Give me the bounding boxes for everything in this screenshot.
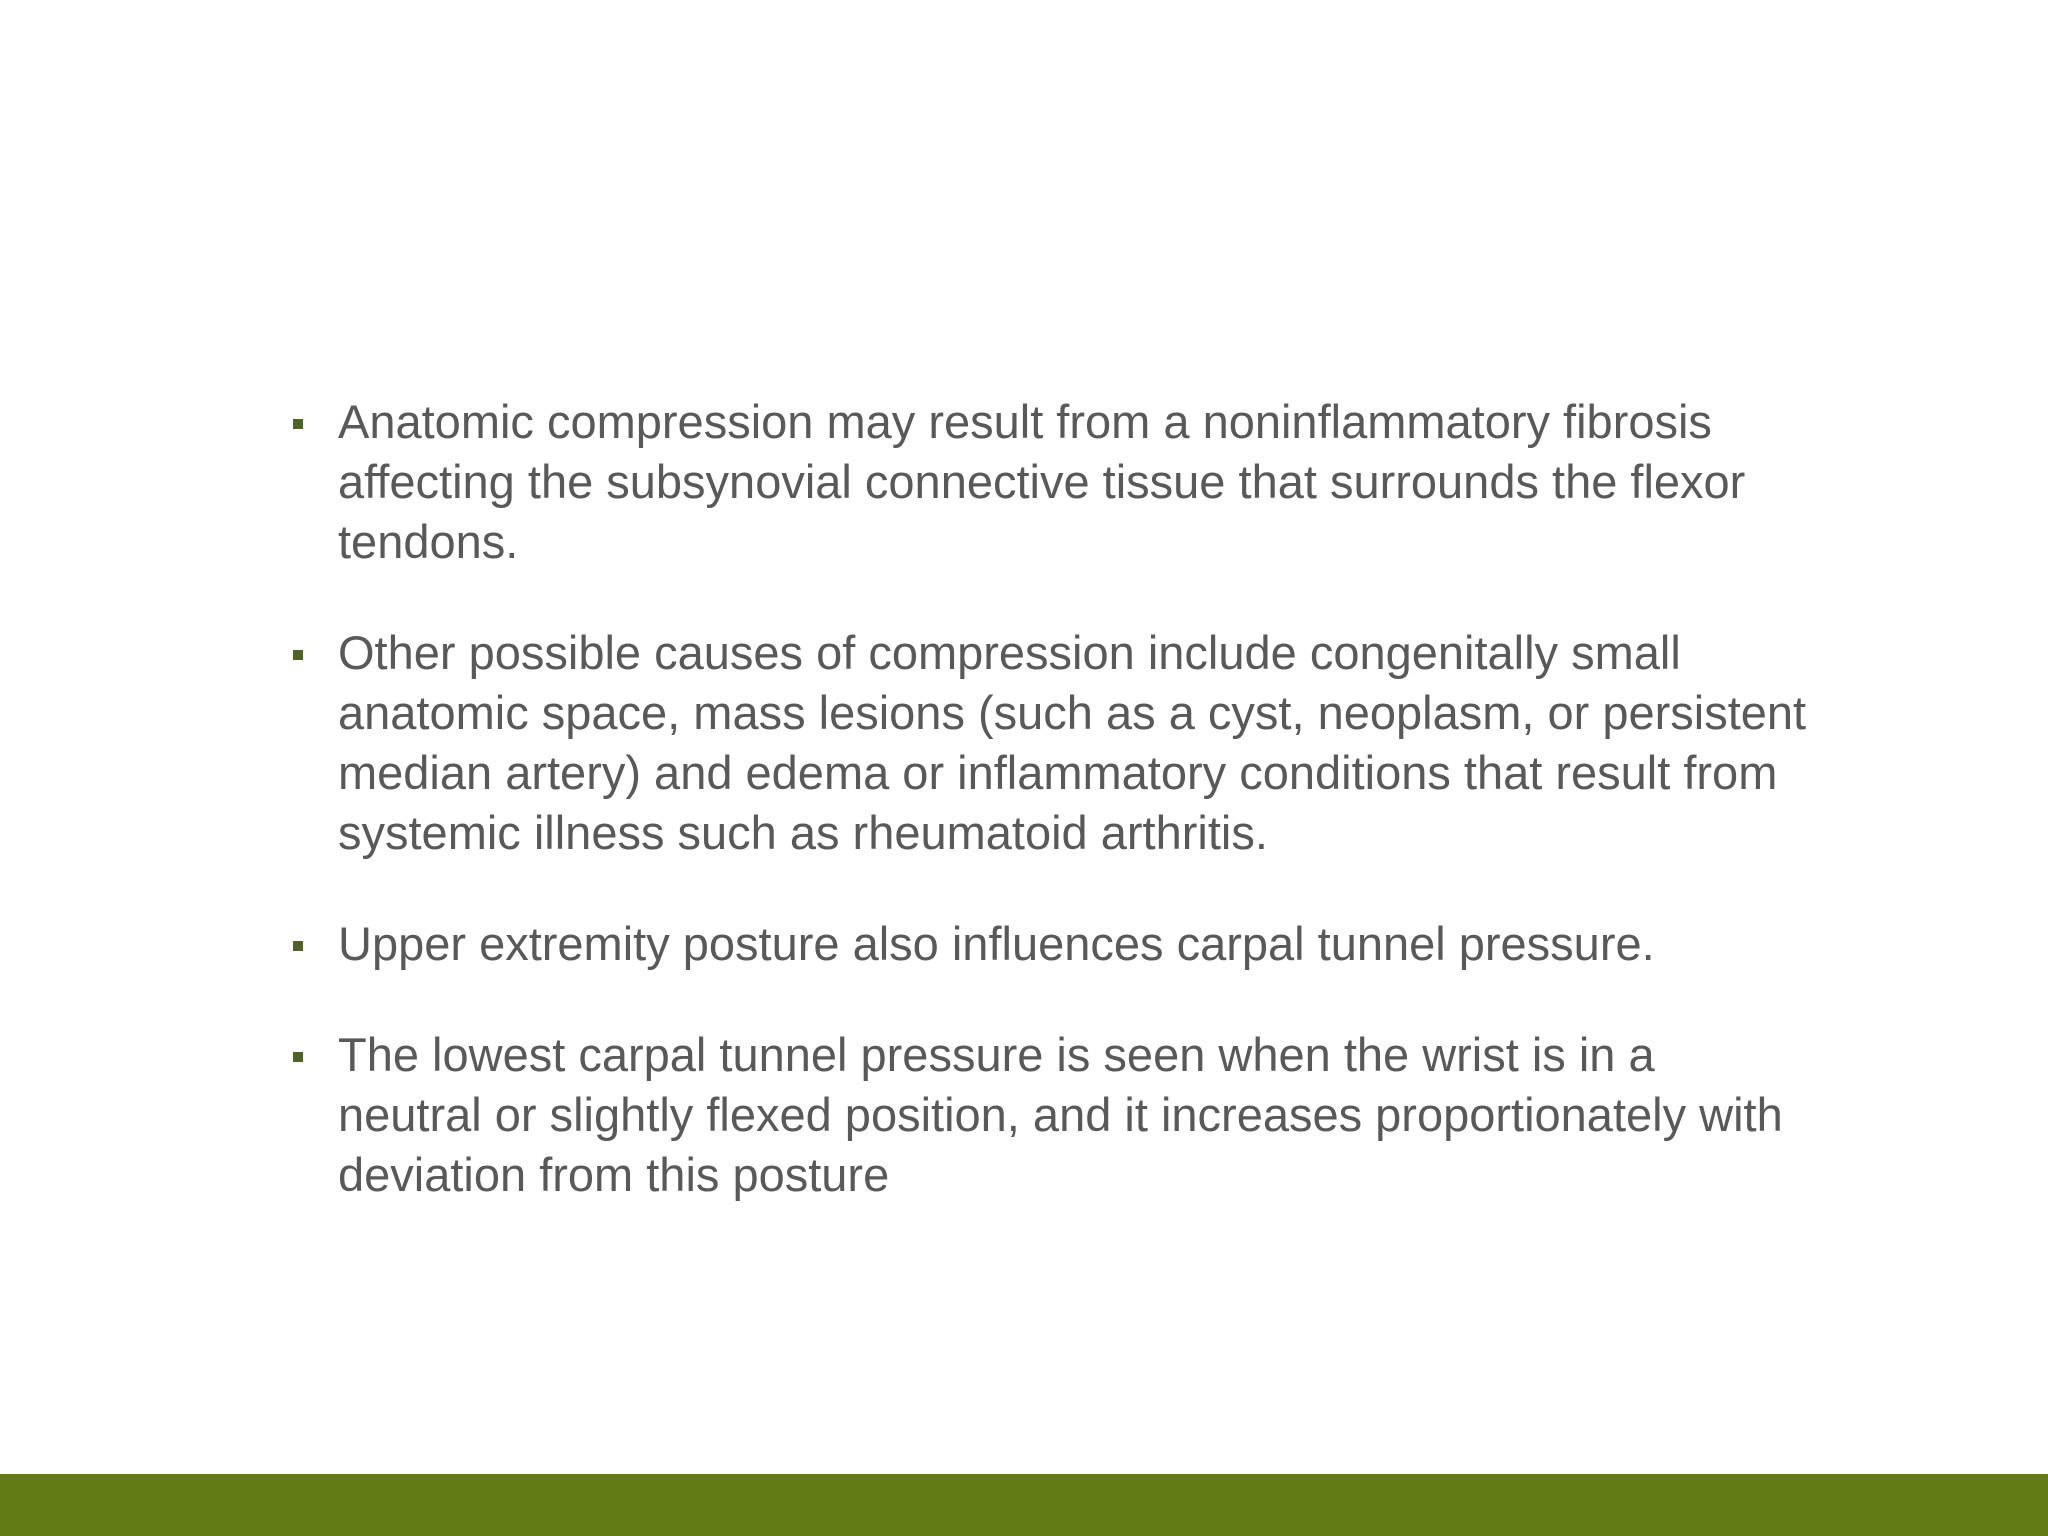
bullet-text: Upper extremity posture also influences carpal tunnel pressure. bbox=[338, 917, 1655, 970]
bullet-list bbox=[290, 392, 1810, 1256]
bullet-text: Anatomic compression may result from a noninflammatory fibrosis affecting the subsynovial connective tissue that surrounds the flexor tendons. bbox=[338, 395, 1746, 568]
footer-bar bbox=[0, 1474, 2048, 1536]
square-bullet-icon bbox=[293, 650, 303, 660]
bullet-text: The lowest carpal tunnel pressure is seen when the wrist is in a neutral or slightly flexed position, and it increases proportionately with deviation from this posture bbox=[338, 1028, 1783, 1201]
bullet-item bbox=[290, 392, 1810, 572]
bullet-item bbox=[290, 1025, 1810, 1205]
square-bullet-icon bbox=[293, 941, 303, 951]
square-bullet-icon bbox=[293, 419, 303, 429]
bullet-text: Other possible causes of compression include congenitally small anatomic space, mass lesions (such as a cyst, neoplasm, or persistent median artery) and edema or inflammatory conditions that result from systemic illness such as rheumatoid arthritis. bbox=[338, 626, 1807, 859]
bullet-item bbox=[290, 914, 1810, 974]
square-bullet-icon bbox=[293, 1052, 303, 1062]
bullet-item bbox=[290, 623, 1810, 863]
